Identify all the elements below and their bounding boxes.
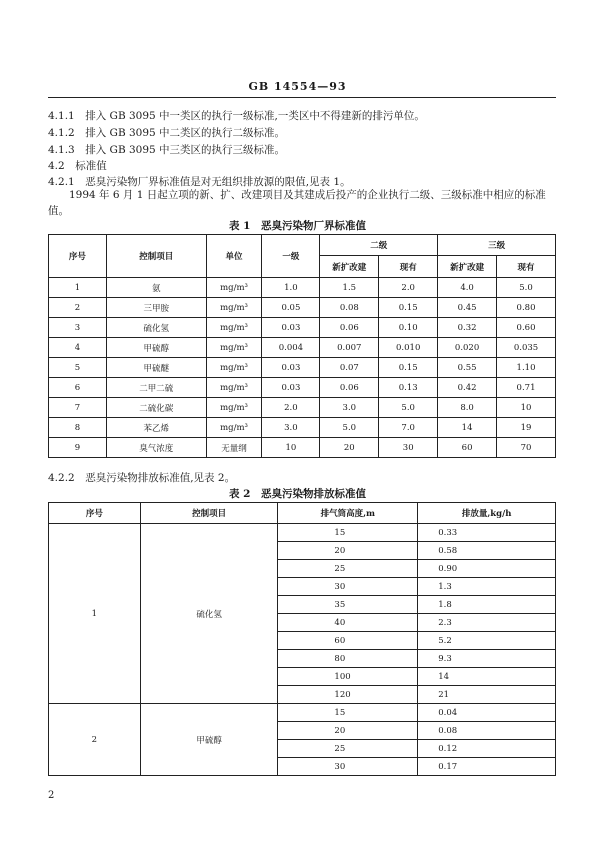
table1-cell: 8 — [49, 418, 107, 438]
table2-rate-cell: 21 — [418, 686, 556, 704]
table1-cell: 0.55 — [438, 358, 497, 378]
table1-cell: mg/m³ — [206, 378, 262, 398]
table1-cell: 0.03 — [262, 318, 320, 338]
table1-cell: 0.06 — [320, 318, 379, 338]
table1-header-seq: 序号 — [49, 235, 107, 278]
table1-cell: 苯乙烯 — [106, 418, 206, 438]
table2-item-cell: 硫化氢 — [140, 524, 278, 704]
table1-caption: 表 1 恶臭污染物厂界标准值 — [229, 220, 366, 232]
table1-row — [49, 398, 556, 418]
table1-header-item: 控制项目 — [106, 235, 206, 278]
table2-row — [49, 704, 556, 722]
table1-header-level2-new: 新扩改建 — [320, 256, 379, 278]
table2-rate-cell: 1.3 — [418, 578, 556, 596]
table2-body — [49, 524, 556, 776]
table1-cell: 10 — [497, 398, 556, 418]
table2-rate-cell: 5.2 — [418, 632, 556, 650]
table1-cell: 3 — [49, 318, 107, 338]
table1-cell: 1.5 — [320, 278, 379, 298]
table1-cell: 70 — [497, 438, 556, 458]
table1-cell: 0.05 — [262, 298, 320, 318]
table1-cell: 4.0 — [438, 278, 497, 298]
table1-row — [49, 278, 556, 298]
header-rule — [48, 97, 556, 98]
table1-cell: 8.0 — [438, 398, 497, 418]
table1-cell: 二硫化碳 — [106, 398, 206, 418]
table2-seq-cell: 2 — [49, 704, 141, 776]
table2-header-seq: 序号 — [49, 503, 141, 524]
table2-row — [49, 524, 556, 542]
table1-row — [49, 378, 556, 398]
table1-cell: 0.10 — [379, 318, 438, 338]
table1-cell: 0.13 — [379, 378, 438, 398]
table2-item-cell: 甲硫醇 — [140, 704, 278, 776]
table2-height-cell: 30 — [278, 578, 418, 596]
table2-rate-cell: 0.08 — [418, 722, 556, 740]
table1-cell: mg/m³ — [206, 338, 262, 358]
table1-cell: 2 — [49, 298, 107, 318]
table1-cell: 硫化氢 — [106, 318, 206, 338]
table1-header-level2-existing: 现有 — [379, 256, 438, 278]
table2-height-cell: 120 — [278, 686, 418, 704]
table1 — [48, 234, 556, 458]
table2-height-cell: 35 — [278, 596, 418, 614]
table2-height-cell: 15 — [278, 704, 418, 722]
clause-4-1-1: 4.1.1 排入 GB 3095 中一类区的执行一级标准,一类区中不得建新的排污单位。 — [48, 110, 425, 122]
table1-row — [49, 318, 556, 338]
table1-header-unit: 单位 — [206, 235, 262, 278]
table1-cell: 0.32 — [438, 318, 497, 338]
table1-cell: 0.45 — [438, 298, 497, 318]
table2-rate-cell: 0.12 — [418, 740, 556, 758]
table2-rate-cell: 0.58 — [418, 542, 556, 560]
table1-row — [49, 438, 556, 458]
table2 — [48, 502, 556, 776]
table1-cell: mg/m³ — [206, 298, 262, 318]
table1-cell: 0.035 — [497, 338, 556, 358]
table2-rate-cell: 0.90 — [418, 560, 556, 578]
table1-header-level3: 三级 — [438, 235, 556, 256]
table1-cell: 19 — [497, 418, 556, 438]
table1-cell: 三甲胺 — [106, 298, 206, 318]
table1-header-level2: 二级 — [320, 235, 438, 256]
table1-cell: 0.03 — [262, 358, 320, 378]
table1-cell: 3.0 — [320, 398, 379, 418]
table1-cell: mg/m³ — [206, 278, 262, 298]
table1-cell: 0.03 — [262, 378, 320, 398]
table1-body — [49, 278, 556, 458]
table2-height-cell: 15 — [278, 524, 418, 542]
table1-cell: 60 — [438, 438, 497, 458]
table2-height-cell: 20 — [278, 722, 418, 740]
clause-4-1-2: 4.1.2 排入 GB 3095 中二类区的执行二级标准。 — [48, 127, 286, 139]
table2-height-cell: 40 — [278, 614, 418, 632]
table1-cell: 1.10 — [497, 358, 556, 378]
table2-rate-cell: 1.8 — [418, 596, 556, 614]
table1-cell: 5 — [49, 358, 107, 378]
table2-seq-cell: 1 — [49, 524, 141, 704]
table1-cell: 甲硫醇 — [106, 338, 206, 358]
table2-rate-cell: 14 — [418, 668, 556, 686]
clause-4-1-3: 4.1.3 排入 GB 3095 中三类区的执行三级标准。 — [48, 144, 286, 156]
table1-cell: 7.0 — [379, 418, 438, 438]
clause-4-2-2: 4.2.2 恶臭污染物排放标准值,见表 2。 — [48, 472, 236, 484]
table1-cell: 0.010 — [379, 338, 438, 358]
table1-header-level3-existing: 现有 — [497, 256, 556, 278]
table1-cell: 10 — [262, 438, 320, 458]
clause-4-2-1: 4.2.1 恶臭污染物厂界标准值是对无组织排放源的限值,见表 1。 — [48, 176, 351, 188]
table1-cell: 7 — [49, 398, 107, 418]
table2-height-cell: 20 — [278, 542, 418, 560]
table2-rate-cell: 0.33 — [418, 524, 556, 542]
table1-header-level1: 一级 — [262, 235, 320, 278]
table1-cell: 0.004 — [262, 338, 320, 358]
table1-cell: 4 — [49, 338, 107, 358]
table1-cell: 0.15 — [379, 298, 438, 318]
table1-cell: 臭气浓度 — [106, 438, 206, 458]
table2-height-cell: 80 — [278, 650, 418, 668]
table1-cell: 6 — [49, 378, 107, 398]
table2-header-item: 控制项目 — [140, 503, 278, 524]
clause-4-2-1-note: 1994 年 6 月 1 日起立项的新、扩、改建项目及其建成后投产的企业执行二级、三级标准中相应的标准值。 — [48, 189, 546, 217]
table1-cell: 1.0 — [262, 278, 320, 298]
table2-rate-cell: 9.3 — [418, 650, 556, 668]
table1-cell: 5.0 — [497, 278, 556, 298]
table1-cell: 0.07 — [320, 358, 379, 378]
table1-cell: 0.60 — [497, 318, 556, 338]
table2-caption: 表 2 恶臭污染物排放标准值 — [229, 488, 366, 500]
table2-height-cell: 25 — [278, 740, 418, 758]
table1-cell: 无量纲 — [206, 438, 262, 458]
table1-cell: mg/m³ — [206, 358, 262, 378]
table1-row — [49, 298, 556, 318]
table1-cell: 2.0 — [379, 278, 438, 298]
table1-cell: 0.020 — [438, 338, 497, 358]
table1-cell: 2.0 — [262, 398, 320, 418]
table2-height-cell: 60 — [278, 632, 418, 650]
table1-cell: 0.007 — [320, 338, 379, 358]
table2-height-cell: 30 — [278, 758, 418, 776]
table1-cell: mg/m³ — [206, 398, 262, 418]
table1-cell: 0.08 — [320, 298, 379, 318]
table2-height-cell: 25 — [278, 560, 418, 578]
table2-rate-cell: 0.04 — [418, 704, 556, 722]
table2-header-rate: 排放量,kg/h — [418, 503, 556, 524]
table1-cell: 20 — [320, 438, 379, 458]
page-number: 2 — [48, 790, 55, 801]
table1-cell: 1 — [49, 278, 107, 298]
table1-cell: mg/m³ — [206, 318, 262, 338]
table2-header-height: 排气筒高度,m — [278, 503, 418, 524]
table1-row — [49, 338, 556, 358]
clause-4-2-heading: 4.2 标准值 — [48, 160, 107, 172]
standard-code-header: GB 14554—93 — [248, 80, 347, 93]
table2-rate-cell: 0.17 — [418, 758, 556, 776]
table2-height-cell: 100 — [278, 668, 418, 686]
table2-rate-cell: 2.3 — [418, 614, 556, 632]
table1-cell: 0.06 — [320, 378, 379, 398]
table1-cell: mg/m³ — [206, 418, 262, 438]
table1-header-level3-new: 新扩改建 — [438, 256, 497, 278]
table1-cell: 氨 — [106, 278, 206, 298]
table1-cell: 14 — [438, 418, 497, 438]
table1-cell: 5.0 — [320, 418, 379, 438]
table1-row — [49, 358, 556, 378]
table1-row — [49, 418, 556, 438]
table1-cell: 二甲二硫 — [106, 378, 206, 398]
table1-cell: 30 — [379, 438, 438, 458]
table1-cell: 甲硫醚 — [106, 358, 206, 378]
table1-cell: 0.15 — [379, 358, 438, 378]
table1-cell: 5.0 — [379, 398, 438, 418]
table1-cell: 0.71 — [497, 378, 556, 398]
table1-cell: 0.80 — [497, 298, 556, 318]
table1-cell: 9 — [49, 438, 107, 458]
table1-cell: 0.42 — [438, 378, 497, 398]
table1-cell: 3.0 — [262, 418, 320, 438]
